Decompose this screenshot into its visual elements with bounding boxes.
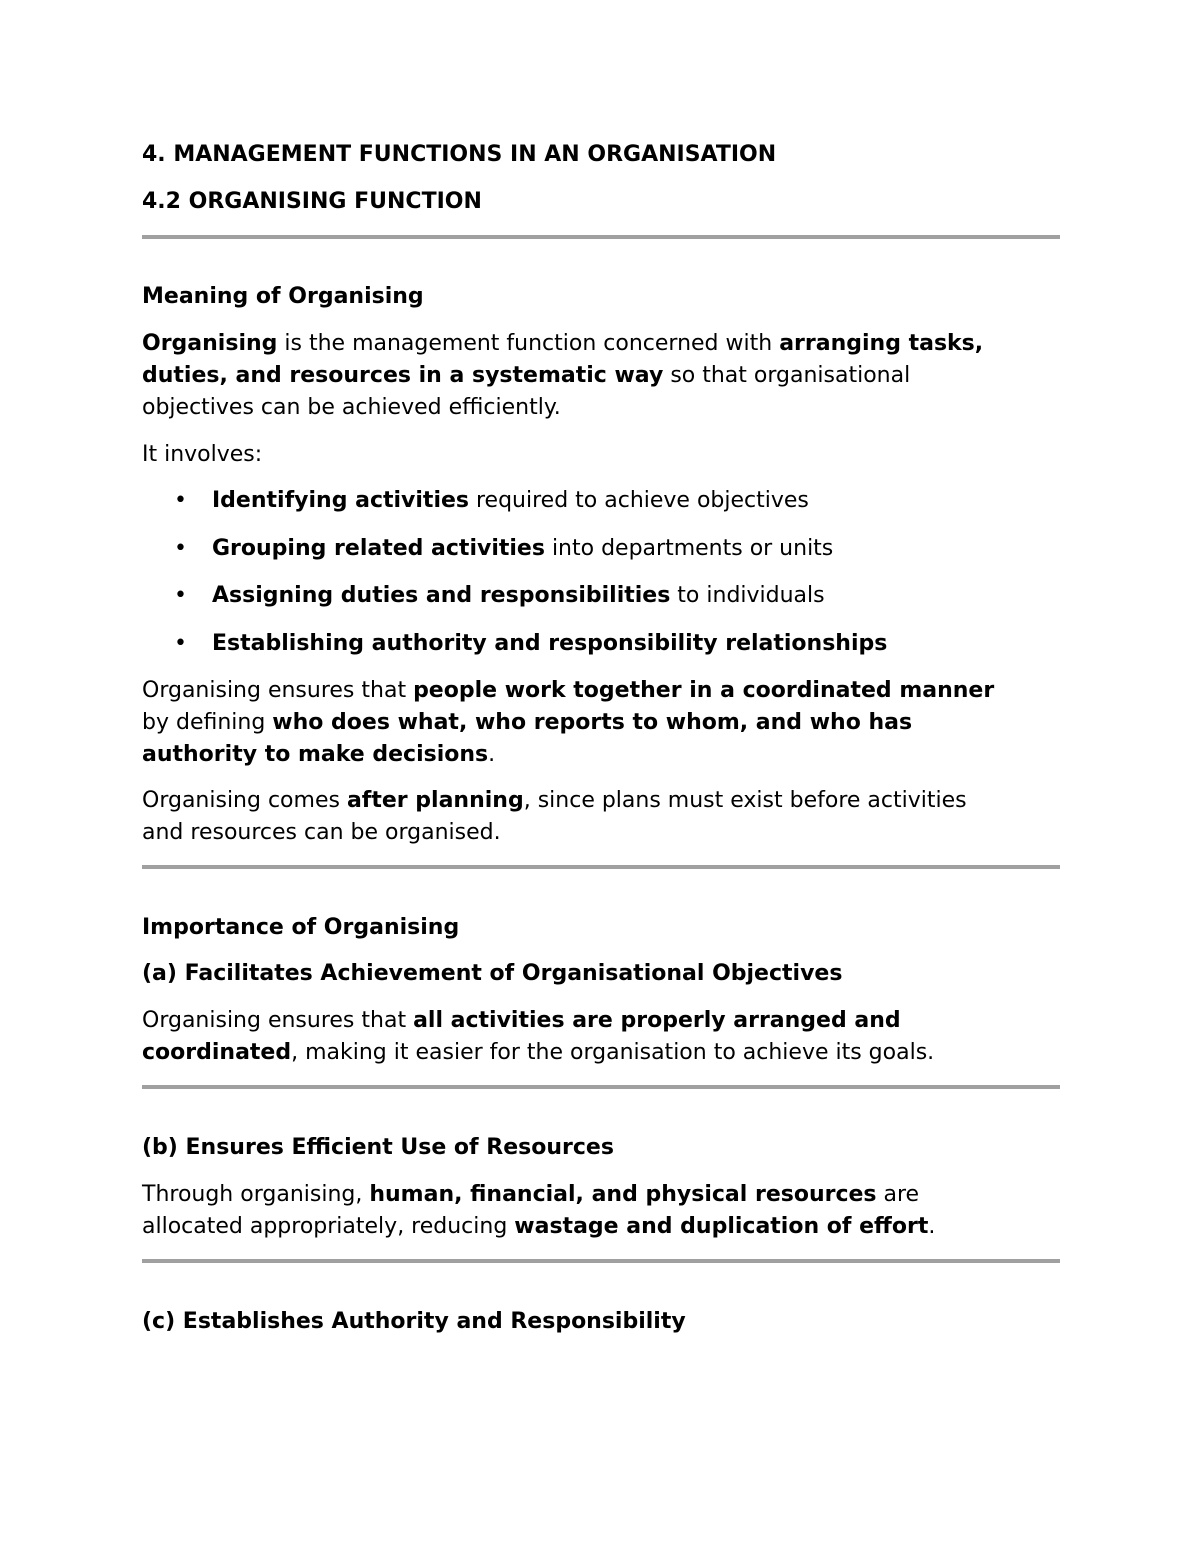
bullet-icon: •	[174, 631, 187, 656]
bold-term: Identifying activities	[212, 488, 469, 513]
text-run: and resources can be organised.	[142, 820, 501, 845]
text-run: allocated appropriately, reducing	[142, 1214, 515, 1239]
divider	[142, 1259, 1060, 1263]
bold-term: human, financial, and physical resources	[369, 1182, 877, 1207]
text-run: objectives can be achieved efficiently.	[142, 395, 561, 420]
text-run: .	[488, 742, 496, 767]
paragraph-b	[142, 1179, 1060, 1243]
text-run: Organising ensures that	[142, 678, 414, 703]
text-run: .	[928, 1214, 936, 1239]
bullet-icon: •	[174, 536, 187, 561]
text-run: into departments or units	[544, 536, 834, 561]
subheading-c: (c) Establishes Authority and Responsibility	[142, 1309, 686, 1334]
chapter-heading: 4. MANAGEMENT FUNCTIONS IN AN ORGANISATION	[142, 142, 777, 167]
bullet-icon: •	[174, 488, 187, 513]
bold-term: arranging tasks,	[779, 331, 984, 356]
meaning-paragraph	[142, 328, 1060, 424]
text-run: Organising ensures that	[142, 1008, 414, 1033]
paragraph-a	[142, 1005, 1060, 1069]
subheading-a: (a) Facilitates Achievement of Organisational Objectives	[142, 961, 843, 986]
divider	[142, 1085, 1060, 1089]
coordination-paragraph	[142, 675, 1060, 771]
text-run: so that organisational	[663, 363, 911, 388]
bold-term: authority to make decisions	[142, 742, 489, 767]
text-run: by defining	[142, 710, 273, 735]
bold-term: all activities are properly arranged and	[413, 1008, 901, 1033]
bold-term: who does what, who reports to whom, and who has	[272, 710, 913, 735]
bold-term: after planning	[346, 788, 524, 813]
involves-intro: It involves:	[142, 442, 263, 467]
bold-term: Organising	[142, 331, 278, 356]
text-run: to individuals	[670, 583, 825, 608]
divider	[142, 235, 1060, 239]
bold-term: duties, and resources in a systematic way	[142, 363, 664, 388]
meaning-heading: Meaning of Organising	[142, 284, 424, 309]
divider	[142, 865, 1060, 869]
importance-heading: Importance of Organising	[142, 915, 460, 940]
text-run: are	[876, 1182, 920, 1207]
section-heading: 4.2 ORGANISING FUNCTION	[142, 189, 482, 214]
bold-term: Grouping related activities	[212, 536, 545, 561]
bold-term: people work together in a coordinated manner	[413, 678, 995, 703]
bold-term: wastage and duplication of effort	[514, 1214, 929, 1239]
text-run: is the management function concerned with	[277, 331, 780, 356]
bold-term: Establishing authority and responsibility relationships	[212, 631, 888, 656]
bold-term: coordinated	[142, 1040, 292, 1065]
text-run: , since plans must exist before activities	[523, 788, 967, 813]
text-run: , making it easier for the organisation to achieve its goals.	[291, 1040, 935, 1065]
text-run: Through organising,	[142, 1182, 370, 1207]
bold-term: Assigning duties and responsibilities	[212, 583, 671, 608]
text-run: Organising comes	[142, 788, 347, 813]
text-run: required to achieve objectives	[469, 488, 809, 513]
planning-paragraph	[142, 785, 1060, 849]
subheading-b: (b) Ensures Efficient Use of Resources	[142, 1135, 614, 1160]
bullet-icon: •	[174, 583, 187, 608]
